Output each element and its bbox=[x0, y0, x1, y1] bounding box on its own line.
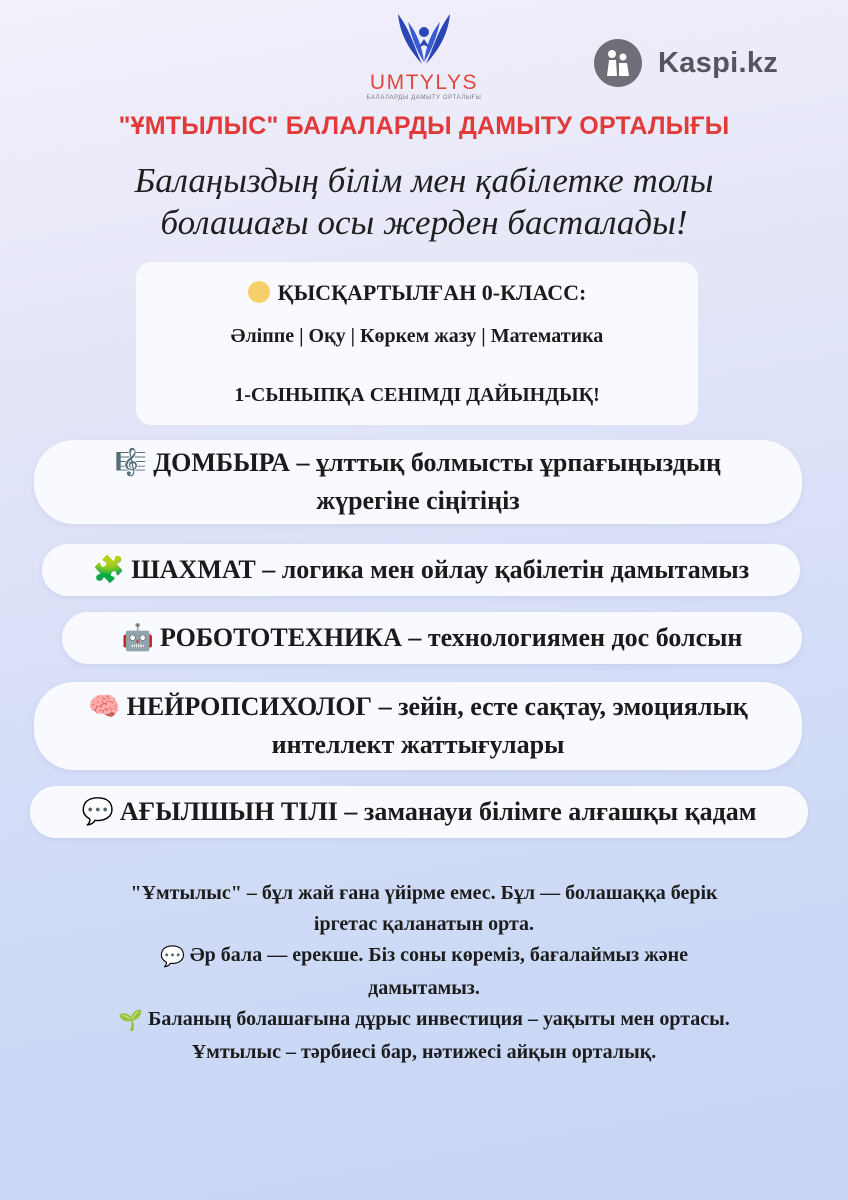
slogan-line-1: Балаңыздың білім мен қабілетке толы bbox=[134, 161, 714, 200]
kaspi-badge bbox=[594, 38, 778, 88]
course-line: РОБОТОТЕХНИКА – технологиямен дос болсын bbox=[159, 623, 743, 652]
course-card-dombyra bbox=[34, 440, 802, 524]
course-card-robotics bbox=[62, 612, 802, 664]
course-line: интеллект жаттығулары bbox=[271, 730, 565, 759]
footer-line-4: дамытамыз. bbox=[368, 977, 480, 999]
brain-icon: 🧠 bbox=[88, 692, 121, 721]
zero-class-subjects: Әліппе | Оқу | Көркем жазу | Математика bbox=[230, 325, 604, 347]
zero-class-footer: 1-СЫНЫПҚА СЕНІМДІ ДАЙЫНДЫҚ! bbox=[234, 384, 600, 406]
footer-line-2: іргетас қаланатын орта. bbox=[313, 913, 535, 935]
footer-line-6: Ұмтылыс – тәрбиесі бар, нәтижесі айқын орталық. bbox=[191, 1041, 657, 1063]
footer-line-3: Әр бала — ерекше. Біз соны көреміз, бағалаймыз және bbox=[189, 944, 688, 966]
page-title: "ҰМТЫЛЫС" БАЛАЛАРДЫ ДАМЫТУ ОРТАЛЫҒЫ bbox=[118, 112, 730, 140]
music-score-icon: 🎼 bbox=[114, 448, 148, 477]
course-card-chess bbox=[42, 544, 800, 596]
course-line: ДОМБЫРА – ұлттық болмысты ұрпағыңыздың bbox=[153, 448, 722, 477]
slogan-line-2: болашағы осы жерден басталады! bbox=[160, 203, 688, 242]
puzzle-piece-icon: 🧩 bbox=[92, 555, 126, 584]
seedling-icon: 🌱 bbox=[118, 1010, 144, 1032]
robot-icon: 🤖 bbox=[121, 623, 154, 652]
kaspi-text: Kaspi.kz bbox=[658, 46, 779, 79]
speech-bubble-icon: 💬 bbox=[160, 946, 185, 968]
course-line: жүрегіне сіңітіңіз bbox=[316, 486, 520, 515]
logo-subtitle: БАЛАЛАРДЫ ДАМЫТУ ОРТАЛЫҒЫ bbox=[366, 95, 482, 101]
zero-class-card bbox=[136, 262, 698, 425]
zero-class-title: ҚЫСҚАРТЫЛҒАН 0-КЛАСС: bbox=[277, 280, 587, 305]
logo-emblem-icon bbox=[394, 12, 454, 70]
course-card-neuropsychologist bbox=[34, 682, 802, 770]
course-line: АҒЫЛШЫН ТІЛІ – заманауи білімге алғашқы қадам bbox=[119, 797, 757, 826]
course-card-english bbox=[30, 786, 808, 838]
baby-face-icon bbox=[248, 281, 270, 303]
course-line: ШАХМАТ – логика мен ойлау қабілетін дамытамыз bbox=[131, 555, 750, 584]
slogan bbox=[0, 160, 848, 244]
course-line: НЕЙРОПСИХОЛОГ – зейін, есте сақтау, эмоциялық bbox=[126, 692, 748, 721]
footer-text bbox=[40, 878, 808, 1068]
footer-line-1: "Ұмтылыс" – бұл жай ғана үйірме емес. Бұл — болашаққа берік bbox=[130, 882, 718, 904]
kaspi-people-icon bbox=[594, 39, 642, 87]
umtylys-logo bbox=[360, 12, 488, 102]
speech-bubble-icon: 💬 bbox=[81, 797, 114, 826]
footer-line-5: Баланың болашағына дұрыс инвестиция – уақыты мен ортасы. bbox=[148, 1008, 730, 1030]
logo-name: UMTYLYS bbox=[369, 71, 479, 94]
zero-class-title-row bbox=[136, 280, 698, 306]
